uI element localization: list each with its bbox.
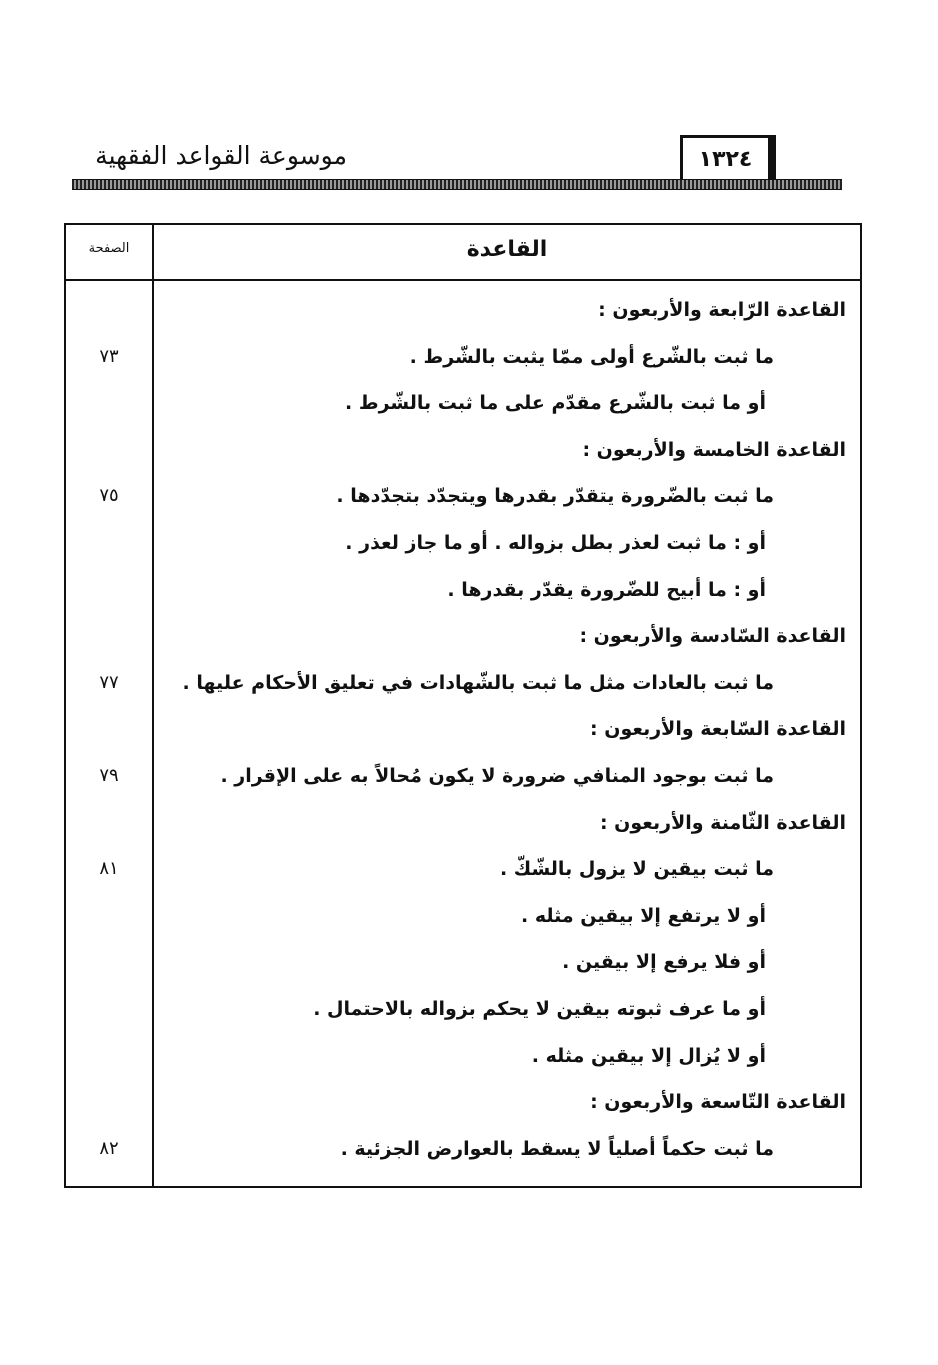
rule-text: ما ثبت بالعادات مثل ما ثبت بالشّهادات في تعليق الأحكام عليها .	[182, 672, 774, 694]
rule-heading: القاعدة الرّابعة والأربعون :	[598, 299, 846, 321]
column-header-page: الصفحة	[88, 241, 130, 256]
page-reference: ٧٧	[99, 672, 119, 693]
rule-text: أو : ما أبيح للضّرورة يقدّر بقدرها .	[447, 579, 766, 601]
book-title: موسوعة القواعد الفقهية	[95, 141, 347, 170]
rule-text: أو ما ثبت بالشّرع مقدّم على ما ثبت بالشّرط .	[345, 392, 766, 414]
rule-text: أو ما عرف ثبوته بيقين لا يحكم بزواله بالاحتمال .	[313, 998, 766, 1020]
rule-heading: القاعدة السّادسة والأربعون :	[579, 625, 846, 647]
rule-text: ما ثبت بيقين لا يزول بالشّكّ .	[499, 858, 774, 880]
column-divider	[152, 225, 154, 1186]
page-reference: ٧٩	[99, 765, 119, 786]
rule-heading: القاعدة السّابعة والأربعون :	[590, 718, 846, 740]
page-reference: ٧٥	[99, 485, 119, 506]
column-header-rule: القاعدة	[466, 237, 548, 262]
rule-text: ما ثبت حكماً أصلياً لا يسقط بالعوارض الجزئية .	[340, 1138, 774, 1160]
rule-heading: القاعدة الثّامنة والأربعون :	[599, 812, 846, 834]
page-reference: ٨١	[99, 858, 119, 879]
rule-text: أو لا يرتفع إلا بيقين مثله .	[521, 905, 766, 927]
header-divider	[66, 279, 860, 281]
rule-heading: القاعدة التّاسعة والأربعون :	[590, 1091, 846, 1113]
rule-text: أو فلا يرفع إلا بيقين .	[562, 951, 766, 973]
rule-text: أو لا يُزال إلا بيقين مثله .	[531, 1045, 766, 1067]
rule-text: أو : ما ثبت لعذر بطل بزواله . أو ما جاز لعذر .	[345, 532, 766, 554]
page-reference: ٨٢	[99, 1138, 119, 1159]
rules-index-table	[64, 223, 862, 1188]
page-number: ١٣٢٤	[680, 135, 776, 181]
header-rule	[72, 179, 842, 190]
rule-text: ما ثبت بالضّرورة يتقدّر بقدرها ويتجدّد بتجدّدها .	[336, 485, 774, 507]
rule-heading: القاعدة الخامسة والأربعون :	[582, 439, 846, 461]
rule-text: ما ثبت بالشّرع أولى ممّا يثبت بالشّرط .	[409, 346, 774, 368]
rule-text: ما ثبت بوجود المنافي ضرورة لا يكون مُحالاً به على الإقرار .	[220, 765, 774, 787]
page-header	[72, 135, 842, 195]
page-reference: ٧٣	[99, 346, 119, 367]
